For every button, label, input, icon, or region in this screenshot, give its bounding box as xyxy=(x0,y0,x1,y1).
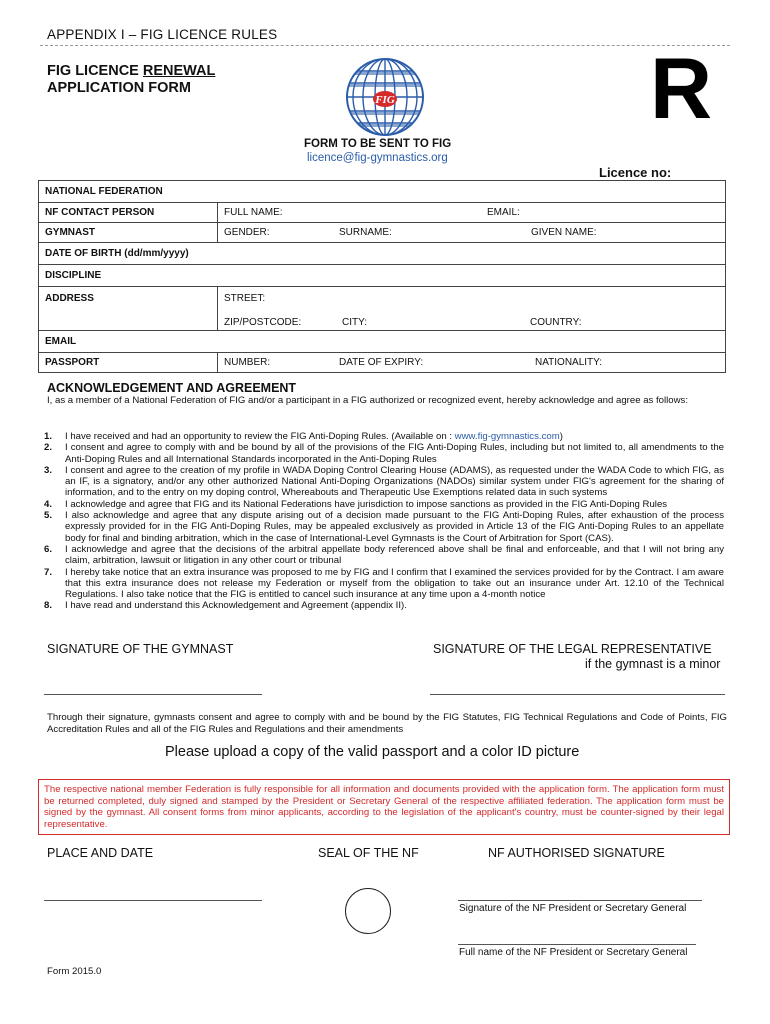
list-item xyxy=(44,567,724,601)
list-item-number: 1. xyxy=(44,431,53,442)
passport-expiry-label: DATE OF EXPIRY: xyxy=(339,357,424,368)
title-part-a: FIG LICENCE xyxy=(47,63,143,79)
list-item-text: I consent and agree to the creation of my profile in WADA Doping Control Clearing House (ADAMS), as requested under the WADA Code to which FIG, as an IF, is a signatory, and/or any other authorized National Anti-Doping Organizations (NADOs) similar system under FIG's agreement for the sharing of information, and to the entry on my doping control, Whereabouts and Therapeutic Use Exemptions related data in such systems xyxy=(65,464,724,499)
nf-seal-label: SEAL OF THE NF xyxy=(318,846,419,860)
nf-president-signature-caption: Signature of the NF President or Secretary General xyxy=(459,903,687,914)
nf-president-name-caption: Full name of the NF President or Secretary General xyxy=(459,947,688,958)
title-renewal: RENEWAL xyxy=(142,63,216,79)
list-item-text: I acknowledge and agree that the decisions of the arbitral appellate body referenced above shall be final and enforceable, and that I will not bring any claim, arbitration, lawsuit or litigation in any other court or tribunal xyxy=(65,543,724,567)
zip-label: ZIP/POSTCODE: xyxy=(224,317,302,328)
list-item xyxy=(44,499,724,510)
given-name-label: GIVEN NAME: xyxy=(531,227,597,238)
place-date-line[interactable] xyxy=(44,900,262,901)
nf-contact-field[interactable] xyxy=(218,203,726,223)
list-item-text xyxy=(65,431,724,442)
ack-list xyxy=(44,431,724,612)
header-divider xyxy=(40,45,730,46)
list-item-text: I hereby take notice that an extra insurance was proposed to me by FIG and I confirm that I examined the services provided for by the Contract. I am aware that this extra insurance does not release my Federation or myself from the obligation to take out an insurance under Art. 12.10 of the Technical Regulations. I also take notice that the FIG is entitled to cancel such insurance at any time upon a 4-month notice xyxy=(65,566,724,601)
list-item-text: I also acknowledge and agree that any dispute arising out of a decision made pursuant to the FIG Anti-Doping Rules, after exhaustion of the process expressly provided for in the FIG Anti-Doping Rules, may be appealed exclusively as provided in Article 13 of the FIG Anti-Doping Rules to an appellate body for final and binding arbitration, which in the case of International-Level Gymnasts is the Court of Arbitration for Sport (CAS). xyxy=(65,510,724,544)
list-item-number: 6. xyxy=(44,543,53,555)
discipline-field[interactable]: DISCIPLINE xyxy=(39,265,726,287)
list-item-number: 5. xyxy=(44,510,53,522)
passport-label: PASSPORT xyxy=(39,353,218,373)
date-of-birth-field[interactable]: DATE OF BIRTH (dd/mm/yyyy) xyxy=(39,243,726,265)
list-item-text: I acknowledge and agree that FIG and its National Federations have jurisdiction to impose sanctions as provided in the FIG Anti-Doping Rules xyxy=(65,498,668,510)
ack-heading: ACKNOWLEDGEMENT AND AGREEMENT xyxy=(47,381,297,395)
form-title xyxy=(47,63,215,97)
nf-president-name-line[interactable] xyxy=(458,944,696,945)
federation-responsibility-notice: The respective national member Federation is fully responsible for all information and documents provided with the application form. The application form must be returned completed, duly signed and stamped by the President or Secretary General of the respective affiliated federation. The application form must be signed by the gymnast. All consent forms from minor applicants, according to the legislation of the applicant's country, must be counter-signed by their legal representative. xyxy=(38,779,730,835)
form-letter-r: R xyxy=(650,41,713,137)
email-field[interactable]: EMAIL xyxy=(39,331,726,353)
item1-text-b: ) xyxy=(559,431,563,442)
passport-number-label: NUMBER: xyxy=(224,357,271,368)
gymnast-signature-label: SIGNATURE OF THE GYMNAST xyxy=(47,642,234,656)
consent-text: Through their signature, gymnasts consent and agree to comply with and be bound by the FIG Statutes, FIG Technical Regulations and Code of Points, FIG Accreditation Rules and all of the FIG Rules and Regulations and their amendments xyxy=(47,712,727,735)
title-line2: APPLICATION FORM xyxy=(47,80,191,96)
item1-text-a: I have received and had an opportunity to review the FIG Anti-Doping Rules. (Available on : xyxy=(65,431,455,442)
logo-text: FIG xyxy=(375,94,395,106)
fig-globe-logo xyxy=(343,55,427,139)
list-item xyxy=(44,510,724,544)
national-federation-field[interactable]: NATIONAL FEDERATION xyxy=(39,181,726,203)
list-item-number: 2. xyxy=(44,442,53,454)
address-field[interactable] xyxy=(218,287,726,331)
application-form-table xyxy=(38,180,726,373)
send-to-label: FORM TO BE SENT TO FIG xyxy=(304,138,452,150)
fig-email-link[interactable]: licence@fig-gymnastics.org xyxy=(307,152,448,164)
list-item-number: 3. xyxy=(44,464,53,476)
form-version: Form 2015.0 xyxy=(47,966,102,977)
nationality-label: NATIONALITY: xyxy=(535,357,603,368)
list-item xyxy=(44,544,724,567)
address-label: ADDRESS xyxy=(39,287,218,331)
licence-number-label: Licence no: xyxy=(599,165,672,180)
list-item-number: 4. xyxy=(44,498,53,510)
list-item xyxy=(44,431,724,442)
legal-rep-note: if the gymnast is a minor xyxy=(585,657,721,671)
list-item-number: 8. xyxy=(44,600,53,612)
list-item-text: I consent and agree to comply with and be bound by all of the provisions of the FIG Anti-Doping Rules, including but not limited to, all amendments to the Anti-Doping Rules and all International Standards incorporated in the Anti-Doping Rules xyxy=(65,442,724,465)
list-item xyxy=(44,442,724,465)
nf-signature-line[interactable] xyxy=(458,900,702,901)
surname-label: SURNAME: xyxy=(339,227,392,238)
full-name-label: FULL NAME: xyxy=(224,207,283,218)
place-date-label: PLACE AND DATE xyxy=(47,846,154,860)
nf-contact-label: NF CONTACT PERSON xyxy=(39,203,218,223)
gymnast-label: GYMNAST xyxy=(39,223,218,243)
legal-rep-signature-line[interactable] xyxy=(430,694,725,695)
list-item-text: I have read and understand this Acknowledgement and Agreement (appendix II). xyxy=(65,600,407,612)
ack-intro: I, as a member of a National Federation of FIG and/or a participant in a FIG authorized or recognized event, hereby acknowledge and agree as follows: xyxy=(47,395,689,406)
list-item xyxy=(44,600,724,611)
country-label: COUNTRY: xyxy=(530,317,582,328)
email-label: EMAIL: xyxy=(487,207,520,218)
legal-rep-signature-label: SIGNATURE OF THE LEGAL REPRESENTATIVE xyxy=(433,642,712,656)
gender-label: GENDER: xyxy=(224,227,270,238)
city-label: CITY: xyxy=(342,317,368,328)
nf-seal-circle[interactable] xyxy=(345,888,391,934)
passport-field[interactable] xyxy=(218,353,726,373)
street-label: STREET: xyxy=(224,293,266,304)
list-item-number: 7. xyxy=(44,566,53,578)
appendix-header: APPENDIX I – FIG LICENCE RULES xyxy=(47,27,278,42)
upload-instruction: Please upload a copy of the valid passport and a color ID picture xyxy=(165,744,580,760)
gymnast-field[interactable] xyxy=(218,223,726,243)
fig-website-link[interactable]: www.fig-gymnastics.com xyxy=(454,431,560,442)
nf-signature-label: NF AUTHORISED SIGNATURE xyxy=(488,846,665,860)
gymnast-signature-line[interactable] xyxy=(44,694,262,695)
list-item xyxy=(44,465,724,499)
